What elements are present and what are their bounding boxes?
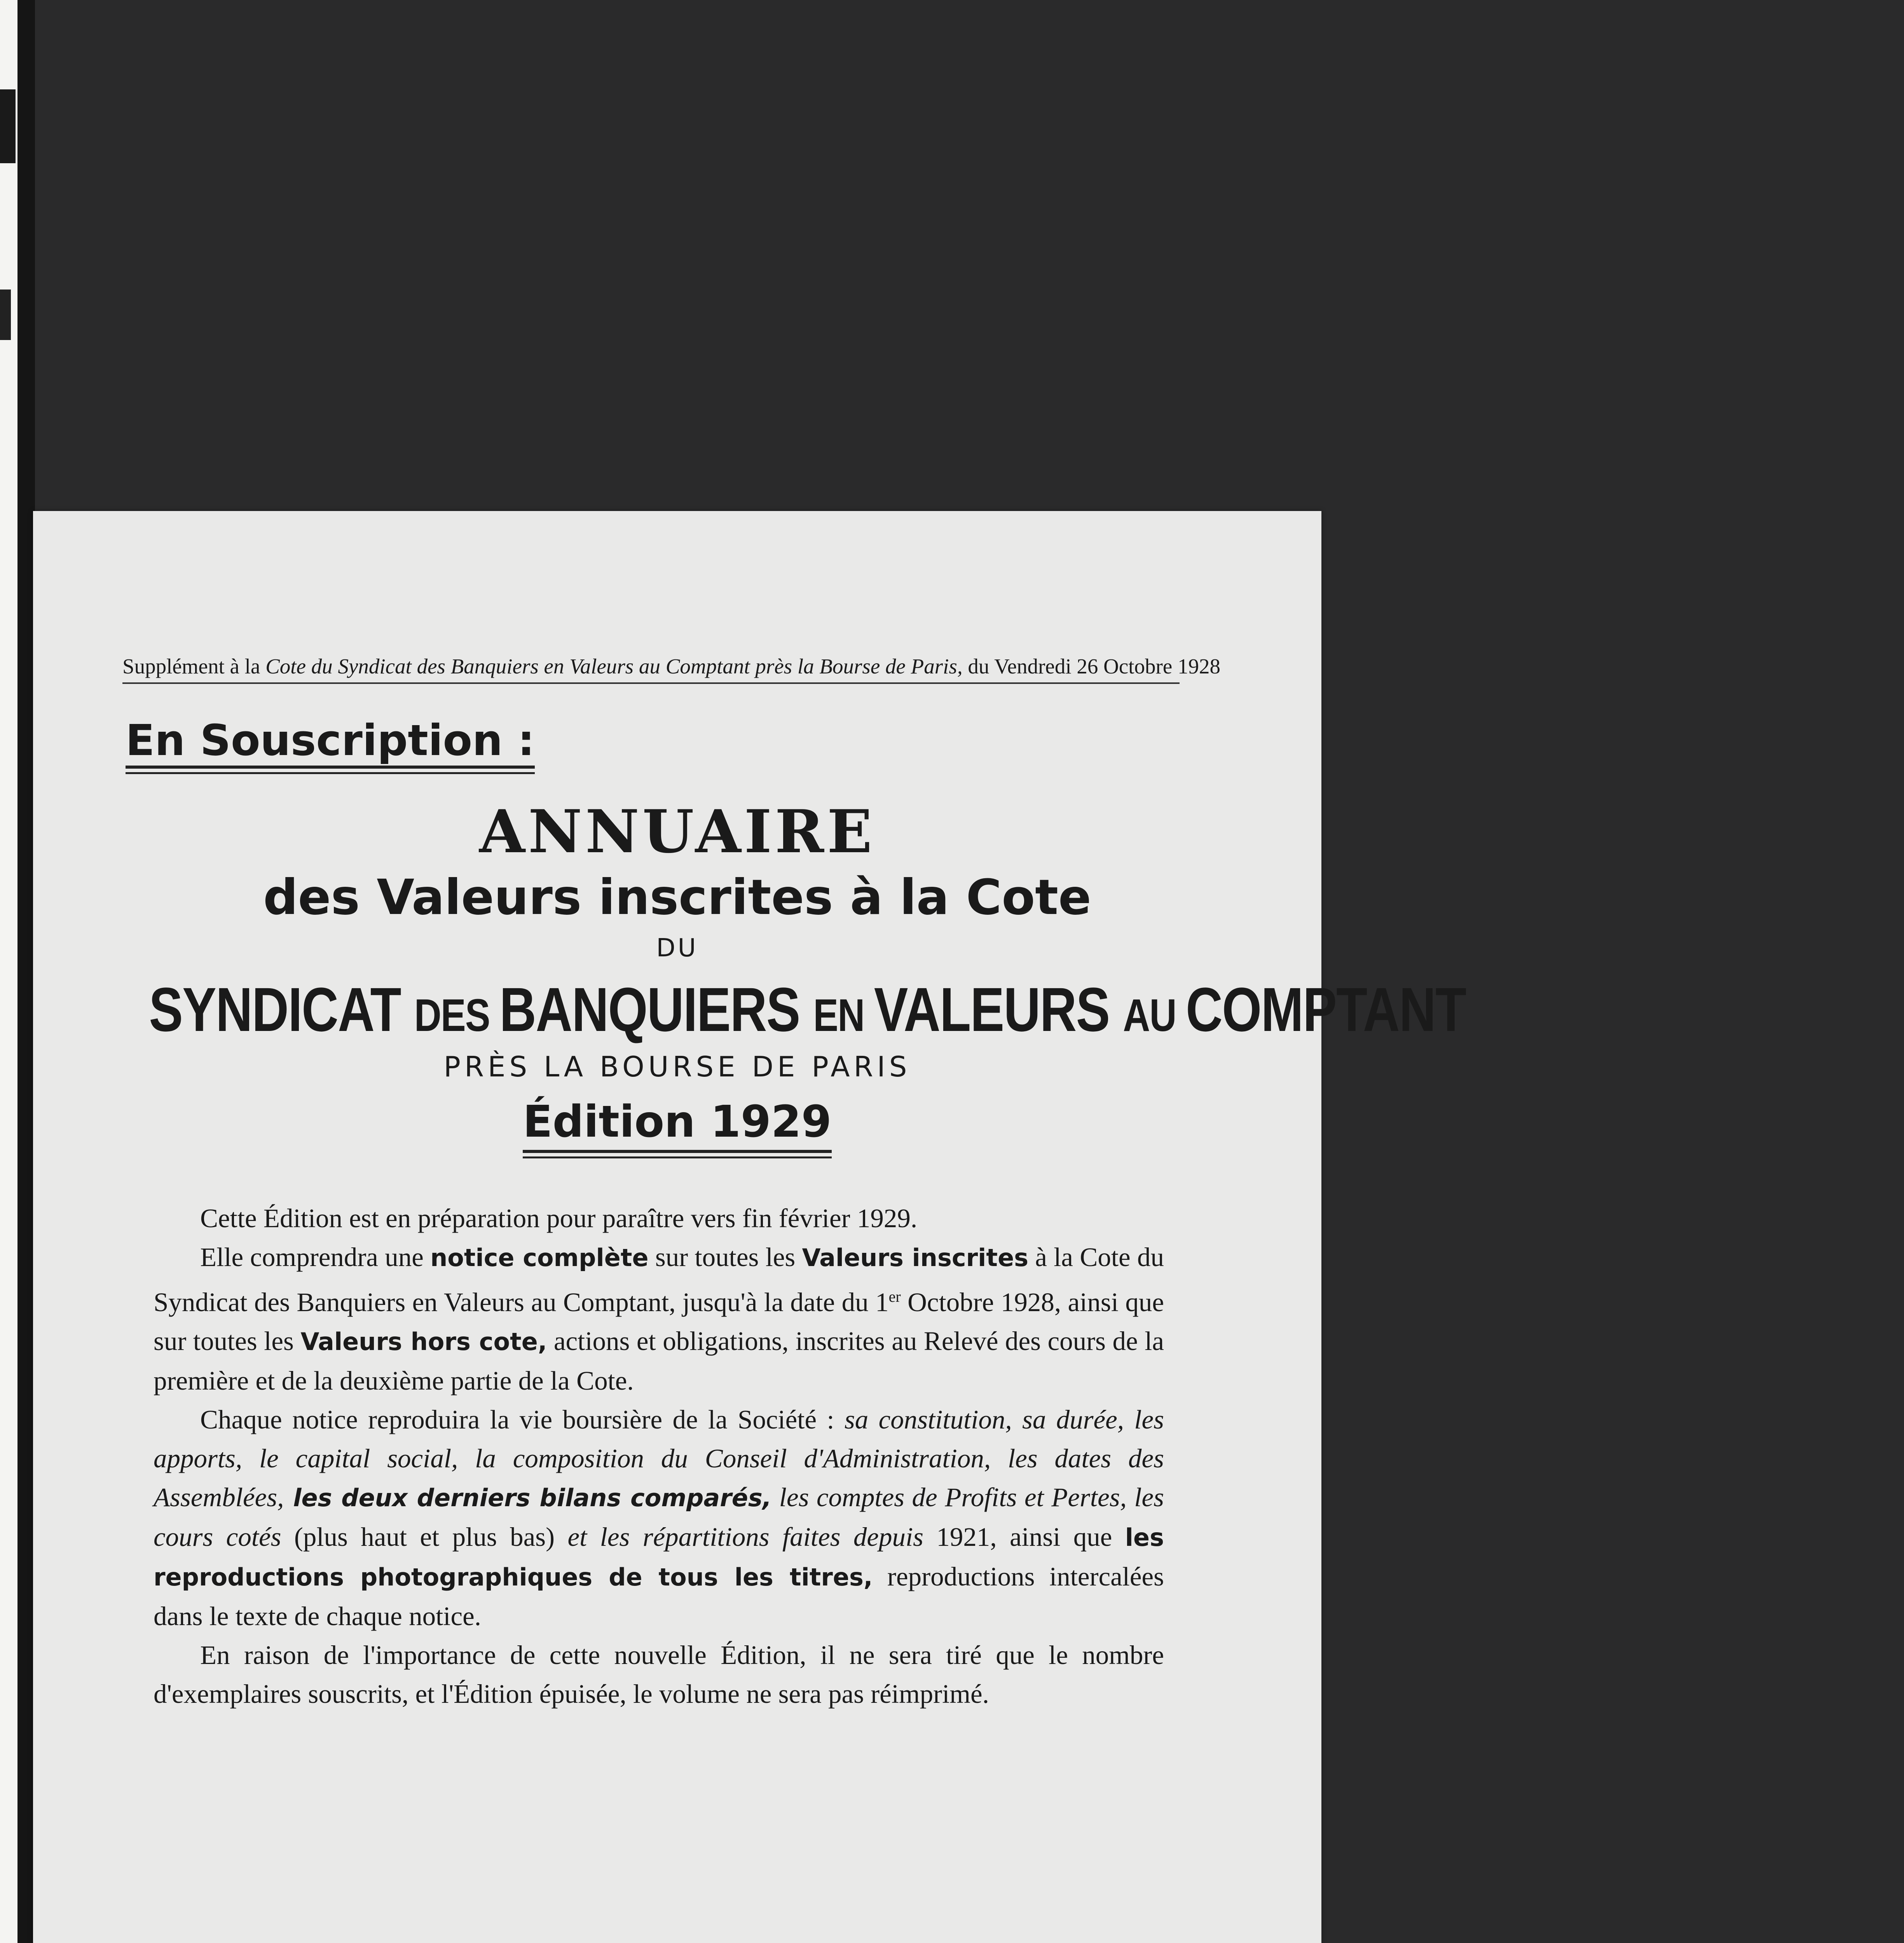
comptant-word: COMPTANT	[1186, 975, 1466, 1044]
syndicat-word: SYNDICAT	[149, 975, 414, 1044]
title-syndicat	[149, 973, 1466, 1052]
paragraph-2: Elle comprendra une notice complète sur toutes les Valeurs inscrites à la Cote du Syndicat des Banquiers en Valeurs au Comptant, jusqu'à la date du 1er Octobre 1928, ainsi que sur toutes les Valeurs hors cote, actions et obligations, inscrites au Relevé des cours de la première et de la deuxième partie de la Cote.	[154, 1242, 1164, 1395]
paragraph-1: Cette Édition est en préparation pour paraître vers fin février 1929.	[200, 1203, 918, 1233]
supplement-date: du Vendredi 26 Octobre 1928	[962, 654, 1221, 678]
document-page	[33, 511, 1466, 1943]
title-valeurs: des Valeurs inscrites à la Cote	[263, 869, 1091, 926]
au-word: AU	[1123, 990, 1186, 1041]
edge-mark	[0, 89, 16, 163]
supplement-italic: Cote du Syndicat des Banquiers en Valeurs au Comptant près la Bourse de Paris,	[265, 654, 963, 678]
body-text	[154, 1199, 1164, 1713]
edition-heading	[33, 1096, 1321, 1153]
edge-mark-2	[0, 290, 11, 340]
paragraph-4: En raison de l'importance de cette nouvelle Édition, il ne sera tiré que le nombre d'exemplaires souscrits, et l'Édition épuisée, le volume ne sera pas réimprimé.	[154, 1640, 1164, 1709]
title-pres-bourse: PRÈS LA BOURSE DE PARIS	[443, 1050, 911, 1083]
paragraph-3: Chaque notice reproduira la vie boursière de la Société : sa constitution, sa durée, les apports, le capital social, la composition du Conseil d'Administration, les dates des Assemblées, les deux derniers bilans comparés, les comptes de Profits et Pertes, les cours cotés (plus haut et plus bas) et les répartitions faites depuis 1921, ainsi que les reproductions photographiques de tous les titres, reproductions intercalées dans le texte de chaque notice.	[154, 1405, 1164, 1631]
des-word: DES	[414, 990, 500, 1041]
title-du: DU	[656, 934, 698, 963]
en-souscription-heading: En Souscription :	[126, 715, 535, 769]
supplement-prefix: Supplément à la	[122, 654, 266, 678]
en-word: EN	[813, 990, 874, 1041]
supplement-header	[122, 653, 1221, 684]
banquiers-word: BANQUIERS	[499, 975, 813, 1044]
title-annuaire: ANNUAIRE	[479, 797, 875, 866]
edition-label: Édition 1929	[523, 1096, 831, 1153]
valeurs-word: VALEURS	[874, 975, 1123, 1044]
binding-shadow	[17, 0, 35, 1943]
